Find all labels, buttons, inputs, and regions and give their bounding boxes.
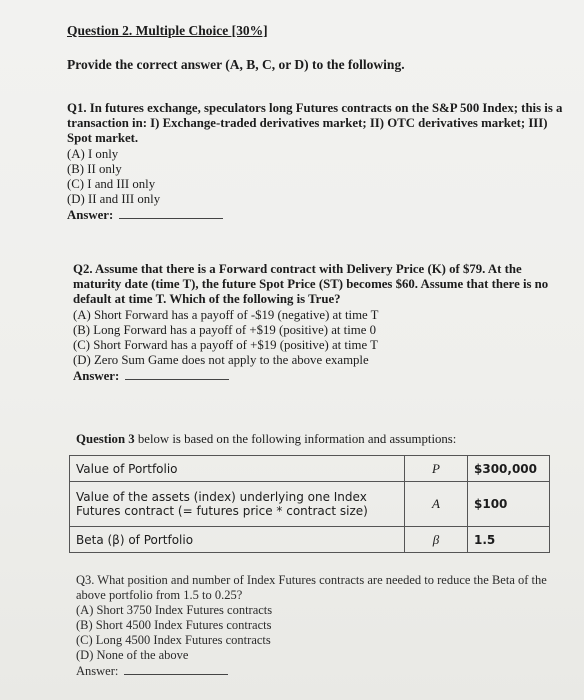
table-label-cell: Beta (β) of Portfolio bbox=[70, 527, 405, 553]
table-value-cell: $100 bbox=[468, 482, 550, 527]
q2-option-b: (B) Long Forward has a payoff of +$19 (positive) at time 0 bbox=[73, 322, 377, 337]
q1-text: Q1. In futures exchange, speculators long Futures contracts on the S&P 500 Index; this is a transaction in: I) Exchange-traded derivatives market; II) OTC derivatives market; III) Spot market. bbox=[67, 101, 563, 146]
q1-option-d: (D) II and III only bbox=[67, 192, 161, 207]
table-row bbox=[70, 456, 550, 482]
question-2 bbox=[73, 262, 563, 385]
q3-intro-bold: Question 3 bbox=[76, 432, 135, 446]
q3-intro-rest: below is based on the following information and assumptions: bbox=[134, 432, 457, 446]
q3-option-c: (C) Long 4500 Index Futures contracts bbox=[76, 633, 271, 647]
q1-option-c: (C) I and III only bbox=[67, 177, 156, 192]
question-3-intro bbox=[76, 432, 456, 447]
instruction-text: Provide the correct answer (A, B, C, or D) to the following. bbox=[67, 57, 405, 72]
table-symbol-cell: β bbox=[405, 527, 468, 553]
info-table bbox=[69, 455, 550, 553]
section-title: Question 2. Multiple Choice [30%] bbox=[67, 23, 268, 38]
question-1 bbox=[67, 101, 567, 224]
q2-answer-label: Answer: bbox=[73, 369, 120, 384]
q1-option-a: (A) I only bbox=[67, 146, 119, 161]
table-value-cell: $300,000 bbox=[468, 456, 550, 482]
question-3 bbox=[76, 573, 554, 679]
q2-option-d: (D) Zero Sum Game does not apply to the above example bbox=[73, 353, 369, 368]
q2-option-c: (C) Short Forward has a payoff of +$19 (positive) at time T bbox=[73, 338, 378, 353]
q3-option-a: (A) Short 3750 Index Futures contracts bbox=[76, 603, 273, 617]
q2-answer-blank[interactable] bbox=[125, 368, 229, 380]
table-value-cell: 1.5 bbox=[468, 527, 550, 553]
table-label-cell: Value of the assets (index) underlying one Index Futures contract (= futures price * contract size) bbox=[70, 482, 405, 527]
q3-answer-label: Answer: bbox=[76, 664, 119, 678]
q1-answer-label: Answer: bbox=[67, 208, 114, 223]
q2-option-a: (A) Short Forward has a payoff of -$19 (negative) at time T bbox=[73, 307, 379, 322]
table-symbol-cell: A bbox=[405, 482, 468, 527]
q3-answer-blank[interactable] bbox=[124, 663, 228, 675]
q3-option-d: (D) None of the above bbox=[76, 648, 189, 662]
q3-text: Q3. What position and number of Index Futures contracts are needed to reduce the Beta of the above portfolio from 1.5 to 0.25? bbox=[76, 573, 547, 602]
q2-text: Q2. Assume that there is a Forward contract with Delivery Price (K) of $79. At the maturity date (time T), the future Spot Price (ST) becomes $60. Assume that there is no default at time T. Which of the following is True? bbox=[73, 262, 549, 307]
q1-answer-blank[interactable] bbox=[119, 207, 223, 219]
q1-option-b: (B) II only bbox=[67, 161, 122, 176]
table-symbol-cell: P bbox=[405, 456, 468, 482]
table-label-cell: Value of Portfolio bbox=[70, 456, 405, 482]
table-row bbox=[70, 482, 550, 527]
q3-option-b: (B) Short 4500 Index Futures contracts bbox=[76, 618, 272, 632]
table-row bbox=[70, 527, 550, 553]
